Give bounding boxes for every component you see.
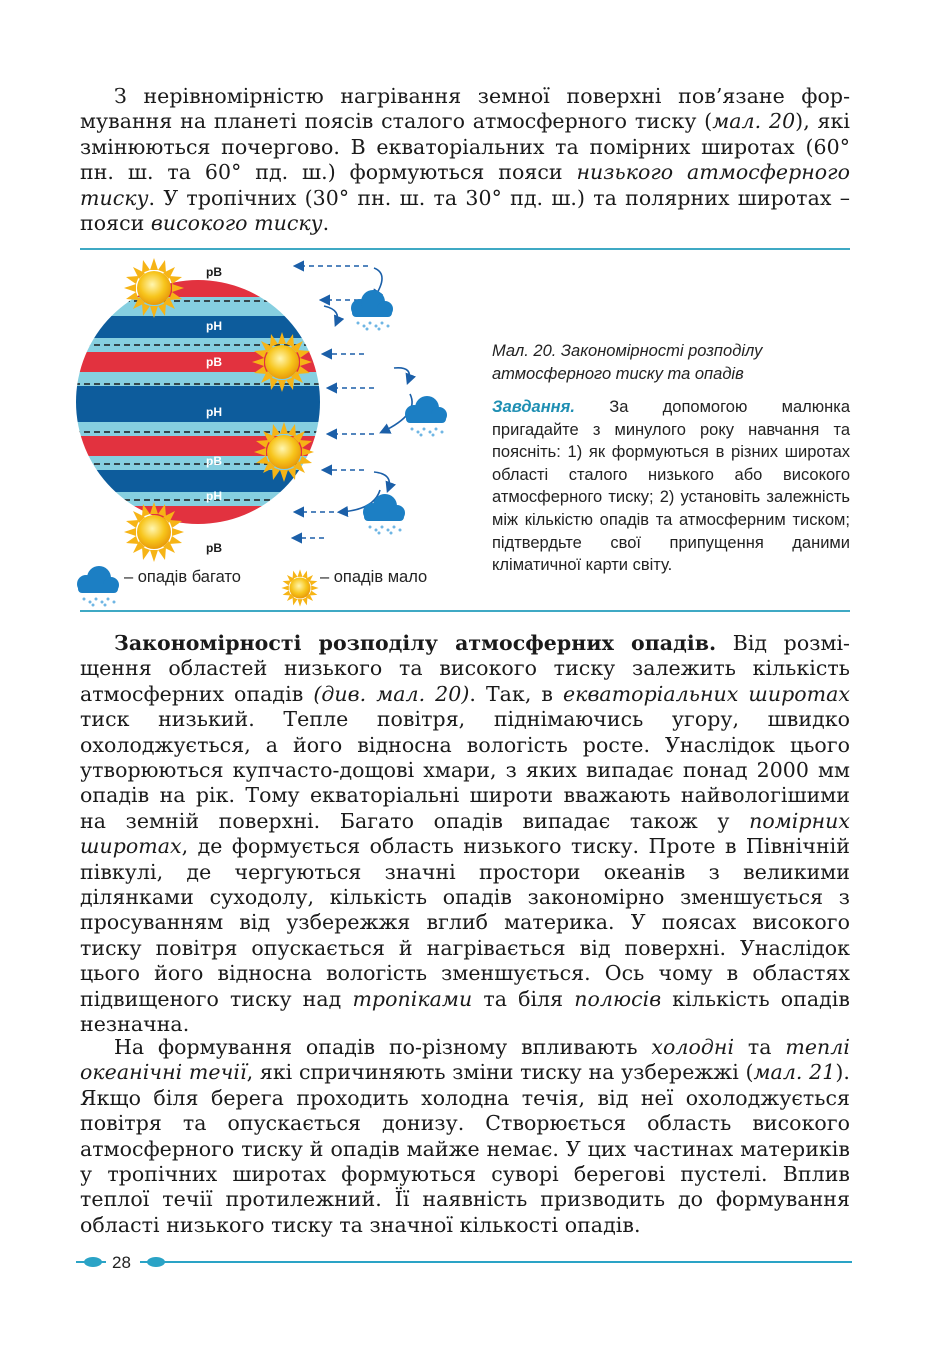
body-paragraph-1 xyxy=(80,631,857,1038)
page-number: 28 xyxy=(112,1253,131,1272)
intro-run: . У тропічних (30° пн. ш. та 30° пд. ш.) та полярних широтах – пояси xyxy=(80,185,857,236)
sun-icon xyxy=(124,502,184,562)
figure-caption: Мал. 20. Закономірності розподілу атмосферного тиску та опадів xyxy=(492,342,763,383)
band-label: рН xyxy=(206,489,222,503)
body1-run: помірних широтах xyxy=(80,808,857,859)
body2-run: теплі океанічні течії xyxy=(80,1035,857,1085)
body1-run: екваторіальних широтах xyxy=(562,681,851,706)
band-label: рВ xyxy=(206,454,222,468)
band-label: рВ xyxy=(206,265,222,279)
body1-run: тиск низький. Тепле повітря, піднімаючись угору, швидко охолоджується, а його відносна вологість росте. Унаслідок цього утворюються купчасто-дощові хмари, з яких випадає понад 2000 мм опадів на рік. Тому екваторіальні широти вважають найвологішими на земній поверхні. Багато опадів випадає також у xyxy=(80,681,857,833)
body1-run: . Так, в xyxy=(469,681,563,706)
globe xyxy=(74,274,334,530)
body1-run: Від розміщення областей низького та високого тиску залежить кількість атмосферних опадів xyxy=(80,631,857,706)
body2-run: , які спричиняють зміни тиску на узбережжі ( xyxy=(246,1060,754,1085)
body2-run: та xyxy=(734,1035,786,1059)
band-label: рВ xyxy=(206,541,222,555)
cloud-icon xyxy=(363,494,405,535)
task-label: Завдання. xyxy=(492,398,575,416)
footer-ornament xyxy=(76,1252,852,1272)
body1-run: (див. мал. 20) xyxy=(313,681,470,706)
intro-run: З нерівномірністю нагрівання земної поверхні пов’язане формування на планеті поясів сталого атмосферного тиску ( xyxy=(80,84,850,134)
intro-run: ), які змінюються почергово. В екваторіальних та помірних широтах (60° пн. ш. та 60° пд. ш.) формуються пояси xyxy=(80,109,857,185)
body-paragraph-2 xyxy=(80,1035,857,1238)
intro-run: високого тиску xyxy=(150,211,323,236)
intro-run: . xyxy=(322,211,330,236)
figure-bottom-rule xyxy=(80,610,850,612)
task-text: За допомогою малюнка пригадайте з минулого року навчання та поясніть: 1) як формуються в різних широтах області сталого низького або високого атмосферного тиску; 2) установіть залежність між кількістю опадів та атмосферним тиском; підтвердьте свої припущення даними кліматичної карти світу. xyxy=(492,398,850,575)
sun-icon xyxy=(124,258,184,318)
intro-run: низького атмосферного тиску xyxy=(80,160,857,210)
cloud-icon xyxy=(351,290,393,331)
footer-right-dot xyxy=(147,1257,165,1267)
body1-run: полюсів xyxy=(574,986,662,1011)
body1-run: , де формується область низького тиску. Проте в Північній півкулі, де чергуються значні простори океанів з великими ділянками суходолу, кількість опадів закономірно зменшується з просуванням від узбережжя вглиб материка. У поясах високого тиску повітря опускається й нагрівається від поверхні. Унаслідок цього його відносна вологість зменшується. Ось чому в областях підвищеного тиску над xyxy=(80,834,857,1011)
intro-run: мал. 20 xyxy=(712,109,796,134)
body1-run: Закономірності розподілу атмосферних опадів. xyxy=(114,631,717,655)
body2-run: На формування опадів по-різному впливають xyxy=(114,1035,652,1059)
pressure-belts-figure xyxy=(74,254,494,614)
body2-run: ). Якщо біля берега проходить холодна течія, від неї охолоджується повітря та опускається донизу. Створюється область високого атмосферного тиску й опадів майже немає. У цих частинах материків у тропічних широтах формуються суворі берегові пустелі. Вплив теплої течії протилежний. Її наявність призводить до формування області низького тиску та значної кількості опадів. xyxy=(80,1060,857,1237)
legend-sun-label: – опадів мало xyxy=(320,568,428,586)
intro-paragraph xyxy=(80,84,857,236)
task-block xyxy=(492,396,850,577)
legend-cloud-label: – опадів багато xyxy=(124,568,241,586)
band-label: рВ xyxy=(206,355,222,369)
band-label: рН xyxy=(206,405,222,419)
sun-icon xyxy=(281,569,318,606)
body2-run: холодні xyxy=(651,1035,735,1059)
cloud-icon xyxy=(77,566,119,607)
band-label: рН xyxy=(206,319,222,333)
body1-run: тропіками xyxy=(352,986,473,1011)
sun-icon xyxy=(254,422,314,482)
body1-run: кількість опадів незначна. xyxy=(80,986,857,1037)
footer-left-dot xyxy=(84,1257,102,1267)
body2-run: мал. 21 xyxy=(753,1060,836,1085)
figure-top-rule xyxy=(80,248,850,250)
body1-run: та біля xyxy=(472,986,575,1011)
sun-icon xyxy=(252,332,312,392)
